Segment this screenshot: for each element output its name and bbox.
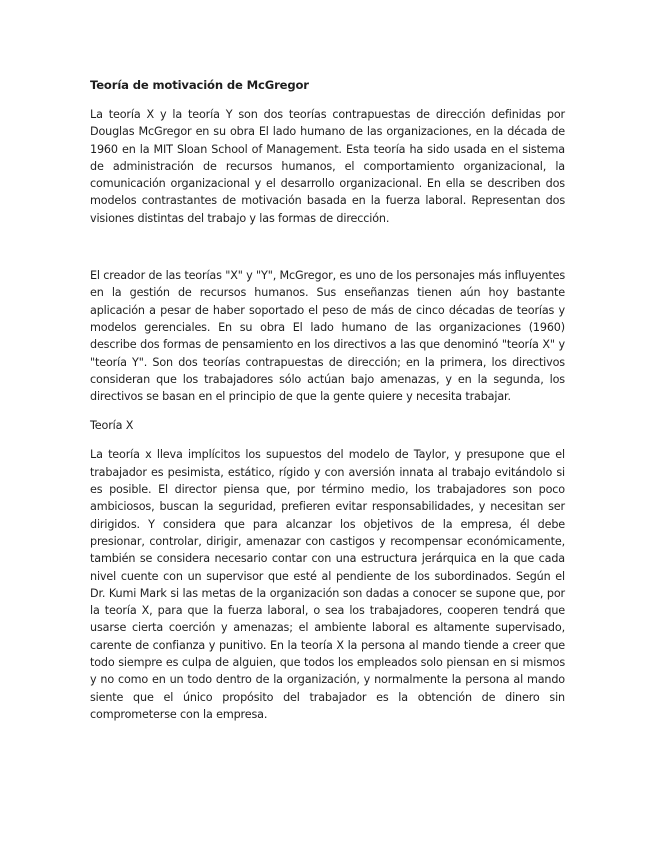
intro-paragraph: La teoría X y la teoría Y son dos teorías contrapuestas de dirección definidas por Douglas McGregor en su obra El lado humano de las organizaciones, en la década de 1960 en la MIT Sloan School of Management. Esta teoría ha sido usada en el sistema de administración de recursos humanos, el comportamiento organizacional, la comunicación organizacional y el desarrollo organizacional. En ella se describen dos modelos contrastantes de motivación basada en la fuerza laboral. Representan dos visiones distintas del trabajo y las formas de dirección. bbox=[90, 108, 565, 225]
section-heading-theory-x: Teoría X bbox=[90, 419, 134, 433]
document-page bbox=[90, 77, 565, 723]
theory-x-paragraph: La teoría x lleva implícitos los supuestos del modelo de Taylor, y presupone que el trabajador es pesimista, estático, rígido y con aversión innata al trabajo evitándolo si es posible. El director piensa que, por término medio, los trabajadores son poco ambiciosos, buscan la seguridad, prefieren evitar responsabilidades, y necesitan ser dirigidos. Y considera que para alcanzar los objetivos de la empresa, él debe presionar, controlar, dirigir, amenazar con castigos y recompensar económicamente, también se considera necesario contar con una estructura jerárquica en la que cada nivel cuente con un supervisor que esté al pendiente de los subordinados. Según el Dr. Kumi Mark si las metas de la organización son dadas a conocer se supone que, por la teoría X, para que la fuerza laboral, o sea los trabajadores, cooperen tendrá que usarse cierta coerción y amenazas; el ambiente laboral es altamente supervisado, carente de confianza y punitivo. En la teoría X la persona al mando tiende a creer que todo siempre es culpa de alguien, que todos los empleados solo piensan en si mismos y no como en un todo dentro de la organización, y normalmente la persona al mando siente que el único propósito del trabajador es la obtención de dinero sin comprometerse con la empresa. bbox=[90, 448, 565, 721]
creator-paragraph: El creador de las teorías "X" y "Y", McGregor, es uno de los personajes más influyentes en la gestión de recursos humanos. Sus enseñanzas tienen aún hoy bastante aplicación a pesar de haber soportado el peso de más de cinco décadas de teorías y modelos gerenciales. En su obra El lado humano de las organizaciones (1960) describe dos formas de pensamiento en los directivos a las que denominó "teoría X" y "teoría Y". Son dos teorías contrapuestas de dirección; en la primera, los directivos consideran que los trabajadores sólo actúan bajo amenazas, y en la segunda, los directivos se basan en el principio de que la gente quiere y necesita trabajar. bbox=[90, 269, 565, 404]
document-title: Teoría de motivación de McGregor bbox=[90, 78, 309, 92]
